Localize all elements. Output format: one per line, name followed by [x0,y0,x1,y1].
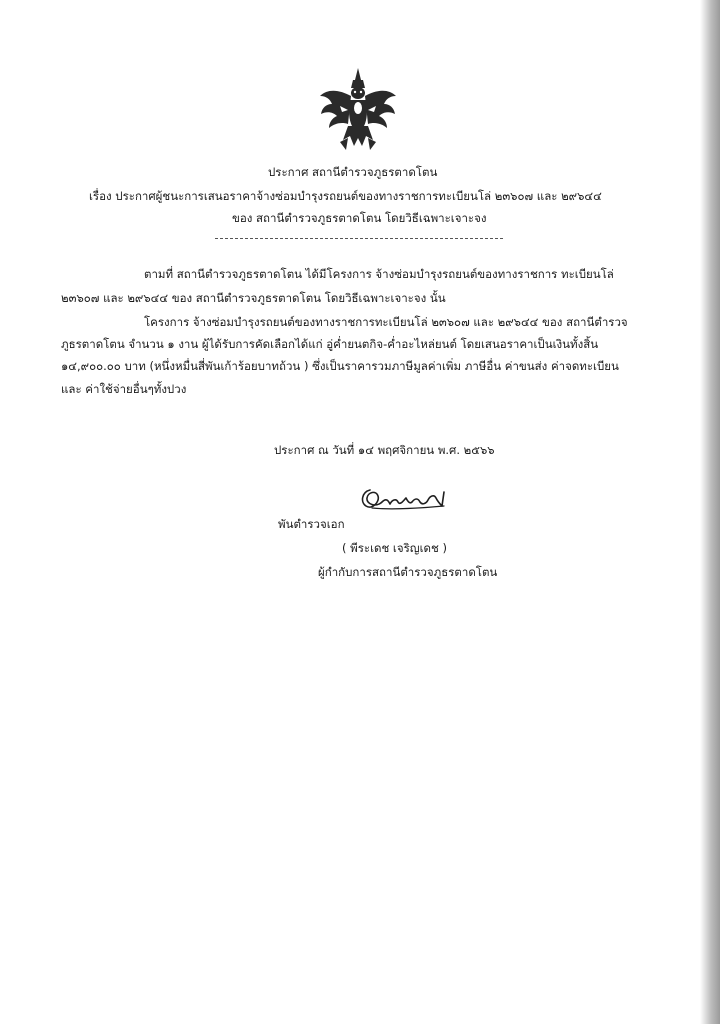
paragraph-1-line-1: ตามที่ สถานีตำรวจภูธรตาดโตน ได้มีโครงการ จ้างซ่อมบำรุงรถยนต์ของทางราชการ ทะเบียนโล่ [144,267,614,281]
paragraph-2-line-2: ภูธรตาดโตน จำนวน ๑ งาน ผู้ได้รับการคัดเลือกได้แก่ อู่ค่ำยนตกิจ-ค่ำอะไหล่ยนต์ โดยเสนอราคาเป็นเงินทั้งสิ้น [61,337,599,351]
page-edge-shadow [700,0,720,1024]
subject-line-1: เรื่อง ประกาศผู้ชนะการเสนอราคาจ้างซ่อมบำรุงรถยนต์ของทางราชการทะเบียนโล่ ๒๓๖๐๗ และ ๒๙๖๔๔ [89,189,602,203]
signer-rank: พันตำรวจเอก [278,517,345,531]
paragraph-2-line-3: ๑๔,๙๐๐.๐๐ บาท (หนึ่งหมื่นสี่พันเก้าร้อยบาทถ้วน ) ซึ่งเป็นราคารวมภาษีมูลค่าเพิ่ม ภาษีอื่น ค่าขนส่ง ค่าจดทะเบียน [61,359,619,373]
header-divider [215,238,503,239]
handwritten-signature [352,484,452,514]
announcement-title: ประกาศ สถานีตำรวจภูธรตาดโตน [268,165,438,179]
paragraph-2-line-1: โครงการ จ้างซ่อมบำรุงรถยนต์ของทางราชการทะเบียนโล่ ๒๓๖๐๗ และ ๒๙๖๔๔ ของ สถานีตำรวจ [144,315,628,329]
announcement-date: ประกาศ ณ วันที่ ๑๔ พฤศจิกายน พ.ศ. ๒๕๖๖ [274,443,495,457]
signer-name: ( พีระเดช เจริญเดช ) [342,541,447,555]
paragraph-1-line-2: ๒๓๖๐๗ และ ๒๙๖๔๔ ของ สถานีตำรวจภูธรตาดโตน โดยวิธีเฉพาะเจาะจง นั้น [61,291,446,305]
subject-line-2: ของ สถานีตำรวจภูธรตาดโตน โดยวิธีเฉพาะเจาะจง [232,211,487,225]
paragraph-2-line-4: และ ค่าใช้จ่ายอื่นๆทั้งปวง [61,382,187,396]
signer-position: ผู้กำกับการสถานีตำรวจภูธรตาดโตน [318,565,498,579]
garuda-emblem-icon [318,66,398,156]
